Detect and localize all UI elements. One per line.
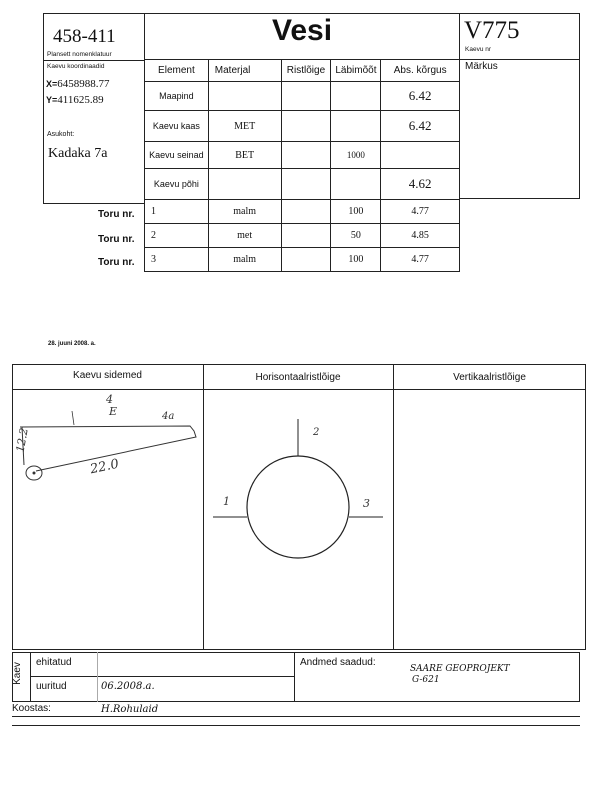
- remarks-label: Märkus: [465, 61, 498, 72]
- pipe-nr-cell: 3: [145, 248, 209, 272]
- document-date: 28. juuni 2008. a.: [48, 341, 96, 347]
- sheet-code: 458-411: [53, 26, 116, 47]
- material-cell: [208, 169, 281, 200]
- page-title: Vesi: [271, 14, 333, 47]
- data-source-value: SAARE GEOPROJEKT: [410, 664, 510, 674]
- coords-label: Kaevu koordinaadid: [47, 63, 105, 70]
- height-cell: 6.42: [381, 82, 460, 111]
- element-table: [144, 59, 460, 272]
- panel-title-ties: Kaevu sidemed: [73, 370, 142, 381]
- remarks-box: [459, 59, 580, 199]
- built-label: ehitatud: [36, 657, 72, 668]
- table-row: [145, 111, 460, 142]
- y-label: Y=: [46, 95, 58, 105]
- measured-value: 06.2008.a.: [101, 681, 155, 692]
- sketch-label: 4: [106, 393, 113, 406]
- diameter-cell: 1000: [331, 142, 381, 169]
- y-coordinate: [46, 94, 104, 106]
- pipe-row: [145, 248, 460, 272]
- cross-cell: [281, 111, 331, 142]
- pipe-row: [145, 200, 460, 224]
- location-label: Asukoht:: [47, 131, 75, 138]
- data-source-code: G-621: [412, 675, 440, 685]
- pipe-material-cell: malm: [208, 200, 281, 224]
- pipe-height-cell: 4.77: [381, 200, 460, 224]
- x-coordinate: [46, 78, 110, 90]
- ties-sketch: [12, 389, 203, 650]
- height-cell: [381, 142, 460, 169]
- header-material: Materjal: [208, 60, 281, 82]
- table-row: [145, 142, 460, 169]
- diameter-cell: [331, 169, 381, 200]
- pipe-cross-cell: [281, 200, 331, 224]
- header-cross-section: Ristlõige: [281, 60, 331, 82]
- pipe-height-cell: 4.85: [381, 224, 460, 248]
- sketch-label: 4a: [162, 411, 175, 422]
- well-id: V775: [464, 17, 520, 44]
- element-cell: Kaevu seinad: [145, 142, 209, 169]
- panel-title-vertical: Vertikaalristlõige: [453, 372, 526, 383]
- measured-label: uuritud: [36, 681, 67, 692]
- pipe-number: 3: [363, 497, 370, 510]
- material-cell: MET: [208, 111, 281, 142]
- pipe-diameter-cell: 50: [331, 224, 381, 248]
- table-row: [145, 169, 460, 200]
- pipe-number: 2: [313, 427, 320, 438]
- compiled-label: Koostas:: [12, 703, 51, 714]
- well-circle: [247, 456, 349, 558]
- table-header-row: [145, 60, 460, 82]
- pipe-label: Toru nr.: [98, 209, 135, 220]
- pipe-label: Toru nr.: [98, 234, 135, 245]
- element-cell: Maapind: [145, 82, 209, 111]
- diameter-cell: [331, 82, 381, 111]
- material-cell: [208, 82, 281, 111]
- element-cell: Kaevu kaas: [145, 111, 209, 142]
- pipe-diameter-cell: 100: [331, 248, 381, 272]
- element-cell: Kaevu põhi: [145, 169, 209, 200]
- pipe-cross-cell: [281, 248, 331, 272]
- pipe-nr-cell: 1: [145, 200, 209, 224]
- pipe-nr-cell: 2: [145, 224, 209, 248]
- pipe-label: Toru nr.: [98, 257, 135, 268]
- compiled-value: H.Rohulaid: [101, 704, 159, 715]
- y-value: 411625.89: [57, 94, 104, 106]
- side-label-kaev: Kaev: [11, 662, 23, 685]
- height-cell: 4.62: [381, 169, 460, 200]
- cross-cell: [281, 82, 331, 111]
- sheet-caption: Plansett nomenklatuur: [47, 51, 112, 58]
- pipe-material-cell: met: [208, 224, 281, 248]
- x-label: X=: [46, 79, 58, 89]
- cross-cell: [281, 142, 331, 169]
- sketch-label: E: [109, 405, 118, 418]
- data-source-label: Andmed saadud:: [300, 657, 376, 668]
- pipe-row: [145, 224, 460, 248]
- header-element: Element: [145, 60, 209, 82]
- sketch-label: 12.2: [13, 426, 31, 454]
- pipe-cross-cell: [281, 224, 331, 248]
- material-cell: BET: [208, 142, 281, 169]
- panel-title-horizontal: Horisontaalristlõige: [255, 372, 341, 383]
- x-value: 6458988.77: [57, 78, 110, 90]
- header-abs-height: Abs. kõrgus: [381, 60, 460, 82]
- pipe-diameter-cell: 100: [331, 200, 381, 224]
- pipe-height-cell: 4.77: [381, 248, 460, 272]
- header-diameter: Läbimõõt: [331, 60, 381, 82]
- well-caption: Kaevu nr: [465, 46, 492, 53]
- table-row: [145, 82, 460, 111]
- horizontal-section: [203, 389, 393, 650]
- pipe-number: 1: [223, 495, 230, 508]
- sketch-line: [72, 411, 74, 425]
- pipe-material-cell: malm: [208, 248, 281, 272]
- diameter-cell: [331, 111, 381, 142]
- cross-cell: [281, 169, 331, 200]
- location-value: Kadaka 7a: [48, 146, 108, 161]
- sketch-label: 22.0: [88, 456, 121, 478]
- height-cell: 6.42: [381, 111, 460, 142]
